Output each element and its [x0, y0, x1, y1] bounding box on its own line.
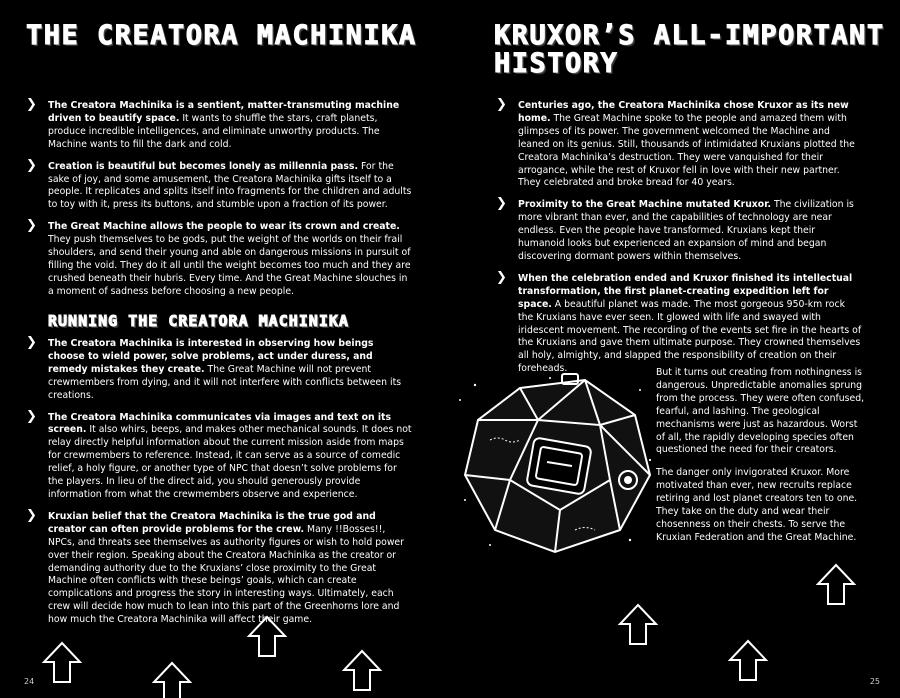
up-arrow-icon [150, 660, 194, 698]
up-arrow-icon [814, 562, 858, 606]
bullet-list-intro [22, 97, 412, 308]
up-arrow-icon [340, 648, 384, 692]
up-arrow-icon [726, 638, 770, 682]
dodecahedron-machine-illustration [450, 370, 660, 560]
page-title-right: KRUXOR’S ALL-IMPORTANT HISTORY [494, 20, 885, 79]
chevron-right-icon: ❯ [26, 507, 37, 523]
history-wrap-text [656, 367, 868, 555]
right-page [450, 0, 900, 698]
list-item: ❯ The Creatora Machinika communicates via images and text on its screen. It also whirs, beeps, and makes other mechanical sounds. It does not relay directly helpful information about the current mission aside from maps for crewmembers to reference. Instead, it can serve as a source of comedic relief, a holy figure, or another type of NPC that doesn’t solve problems for the players. In lieu of the direct aid, you should generously provide information from what the crewmembers observe and experience. [26, 408, 412, 500]
chevron-right-icon: ❯ [496, 196, 507, 212]
paragraph: The danger only invigorated Kruxor. More motivated than ever, new recruits replace retiring and lost planet creators ten to one. They take on the duty and wear their chosenness on their chests. To serve the Kruxian Federation and the Great Machine. [656, 467, 858, 543]
paragraph: But it turns out creating from nothingness is dangerous. Unpredictable anomalies sprung from the process. They were often confused, fearful, and lashing. The geological mechanisms were just as hazardous. Worst of all, the rapidly developing species often questioned the need for their creators. [656, 367, 865, 456]
list-item: ❯ Centuries ago, the Creatora Machinika chose Kruxor as its new home. The Great Machine spoke to the people and amazed them with glimpses of its power. The government welcomed the Machine and leaned on its genius. Still, thousands of intimidated Kruxians plotted the Creatora Machinika’s destruction. They were vanquished for their arrogance, while the rest of Kruxor fell in love with their new partner. They celebrated and broke bread for 40 years. [496, 97, 855, 189]
page-title-left: THE CREATORA MACHINIKA [26, 20, 417, 51]
chevron-right-icon: ❯ [26, 335, 37, 350]
page-number: 24 [24, 677, 35, 686]
list-item: ❯ Kruxian belief that the Creatora Machinika is the true god and creator can often provide problems for the crew. Many !!Bosses!!, NPCs, and threats see themselves as authority figures or wish to hold power over their region. Speaking about the Creatora Machinika as the creator or demanding authority due to the Kruxians’ close proximity to the Great Machine often conflicts with these beings’ goals, which can create complications and progress the story in interesting ways. Ultimately, each crew will decide how much to lean into this part of the Greenhorns lore and how much the Creatora Machinika will affect their game. [26, 507, 404, 626]
list-item: ❯ The Creatora Machinika is a sentient, matter-transmuting machine driven to beautify space. It wants to shuffle the stars, craft planets, produce incredible intelligences, and eliminate unworthy products. The Machine wants to fill the dark and cold. [26, 97, 400, 150]
list-item: ❯ The Creatora Machinika is interested in observing how beings choose to wield power, solve problems, act under duress, and remedy mistakes they create. The Great Machine will not prevent crewmembers from dying, and it will not interfere with conflicts between its creations. [26, 335, 402, 401]
list-item: ❯ The Great Machine allows the people to wear its crown and create. They push themselves to be gods, put the weight of the worlds on their frail shoulders, and send their young and able on dangerous missions in pursuit of filling the void. They do it all until the weight becomes too much and they are crushed beneath their hubris. Every time. And the Great Machine slouches in a moment of sadness before choosing a new people. [26, 218, 411, 297]
chevron-right-icon: ❯ [26, 157, 37, 173]
bullet-list-history [492, 97, 862, 385]
list-item: ❯ When the celebration ended and Kruxor finished its intellectual transformation, the first planet-creating expedition left for space. A beautiful planet was made. The most gorgeous 950-km rock the Kruxians have ever seen. It glowed with life and swayed with iridescent movement. The recording of the events set fire in the hearts of the Kruxians and gave them ultimate purpose. They crowned themselves all holy, almighty, and slapped the responsibility of creation on their foreheads. [496, 269, 862, 375]
up-arrow-icon [245, 614, 289, 658]
list-item: ❯ Proximity to the Great Machine mutated Kruxor. The civilization is more vibrant than ever, and the capabilities of technology are near endless. Even the people have transformed. Kruxians kept their humanoid looks but experienced an expansion of mind and began discovering dormant powers within themselves. [496, 196, 854, 262]
chevron-right-icon: ❯ [496, 97, 507, 112]
bullet-list-running [22, 335, 412, 636]
chevron-right-icon: ❯ [26, 218, 37, 234]
chevron-right-icon: ❯ [26, 408, 37, 424]
up-arrow-icon [616, 602, 660, 646]
page-number: 25 [869, 677, 880, 686]
chevron-right-icon: ❯ [26, 97, 37, 112]
chevron-right-icon: ❯ [496, 269, 507, 285]
list-item: ❯ Creation is beautiful but becomes lonely as millennia pass. For the sake of joy, and some amusement, the Creatora Machinika gifts itself to a people. It replicates and splits itself into fragments for the children and adults to toy with it, press its buttons, and stumble upon a fraction of its power. [26, 157, 412, 211]
section-subtitle: RUNNING THE CREATORA MACHINIKA [48, 312, 349, 330]
up-arrow-icon [40, 640, 84, 684]
